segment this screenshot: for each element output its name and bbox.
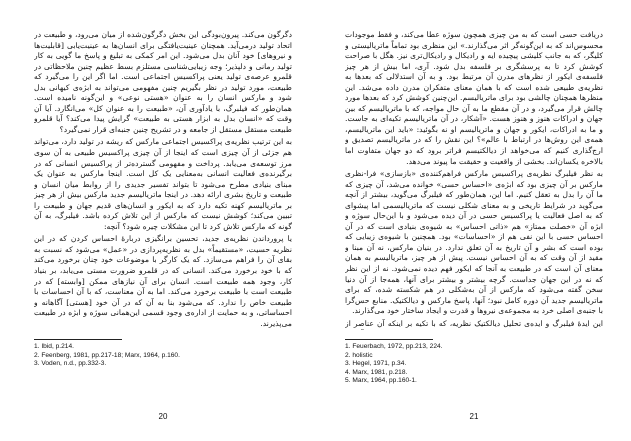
right-footnotes [345, 343, 603, 386]
footnote: 2. Feenberg, 1981, pp.217-18; Marx, 1964, p.160. [34, 351, 180, 359]
footnote: 3. Hegel, 1971, p.34. [345, 360, 407, 368]
footnote: 1. Feuerbach, 1972, pp.213, 224. [345, 343, 443, 350]
paragraph: به نظر فیلبرگ نظریه‌ی پراکسیس مارکس فراهم‌کننده‌ی «بازسازی» فرا-نظری مارکس بر آن چیزی بود که ابژه‌ی «احساس حسی» خوانده می‌شد، آن چیزی که ما آن را بدل به تعقل کنیم. اما این، همان‌طور که فیلبرگ می‌گوید، بیشتر از آنچه می‌گوید در شرایط تاریخی و به معنای شکلی نیست که ماتریالیسمی اما پیشوای که به اصل فعالیت یا پراکسیس حسی در آن دیده می‌شود و با این‌حال سوژه و ابژه آن «خصلت ممتاز» هم «ذاتی احساس» به شیوه‌ی بنیادی است که در آن احساس حسی با این نفی هم از «احساسات» بود. همچنین با شیوه‌ی زیبایی که بوده است که بشر و آن تاریخ به آن تعلق ندارد. در بنیان مارکس، نه آن مبنا و مقید از آن وقت که به آن احساس نیست. پیش از هر چیز، ماتریالیسم به همان معنای آن است که در طبیعت به آنجا که ایکور فهم دیده نمی‌شود. نه از این نظر که نه در این جهان جداست. گرچه بیشتر و بیشتر برای آنها، همه‌جا از آن دنیا سخن گفته می‌شود که مارکس از آن به‌شکلی در هم شکسته شده، که برای ماتریالیسم جدید آن دوره کامل نبود؛ آنها، پاسخ مارکس و دیالکتیک. منابع حس‌گرا با جنبه‌ی اصلی خرد به مجموعه‌ی نیروها و قدرت و ایجاد ساختار خود می‌گذارند. [345, 169, 603, 316]
left-footnotes [34, 343, 292, 369]
right-page [345, 30, 603, 420]
footnote: 4. Marx, 1981, p.218. [345, 368, 408, 376]
footnote: 5. Marx, 1964, pp.160-1. [345, 377, 417, 385]
footnote-divider [345, 339, 433, 340]
paragraph: دریافت حسی است که به من چیزی همچون سوژه عطا می‌کند، و فقط موجودات محسوس‌اند که به این‌گونه‌گر اثر می‌گذارند.» این منظری بود تماماً ماتریالیستی و کلیگر، که به جانب کلیشی پیچیده ایه و رادیکال و رادیکال‌تری نیز. هگل با صراحت کوشش کرد تا به پرسشگری بر فلسفه بدل شود. آری، اما بیش از هر چیز فلسفه‌ی ایکور از نظرهای مدرن آن مرتبط بود. و به آن استدلالی که بعدها به نظریه‌ی طبیعی شده است که با همان معنای متفکران مدرن داده می‌شد. این منظرها همچنان چالشی بود برای ماتریالیسم. این‌چنین کوشش کرد که بعدها مورد چالش قرار می‌گیرد، و در آن مقطع ما به آن حال مواجه، که با ماتریالیسم که بین جهان و ادراکات هنوز و هنوز هست. «آشکار، در آن ماتریالیسم تکیه‌ای به جاست. و ما به ادراکات، ایکور و جهان و ماتریالیسم او نه بگوئید: «باید این ماتریالیسم، همه‌ی این روش‌ها در ارتباط با عالم»؟ این نقش را که در ماتریالیسم تصدیق و ارج‌گذاری کنیم که می‌خواهد از دیالکتیسم فراتر برود که دو جهان متفاوت اما بالاخره یکسان‌اند. بخشی از واقعیت و حقیقت ما پیوند می‌دهد. [345, 30, 603, 166]
footnote: 3. Voden, n.d., pp.332-3. [34, 360, 107, 368]
footnote: 1. Ibid, p.214. [34, 343, 74, 350]
page-number: 20 [158, 412, 168, 421]
left-page [34, 30, 292, 420]
paragraph: دگرگون می‌کند. پیرون‌بودگی این بخش دگرگون‌شده از میان می‌رود، و طبیعت در اتحاد تولید درمی‌آید. همچنان عینیت‌یافتگی برای انسان‌ها به عینیت‌یابی [قابلیت‌ها و نیروهای] خود آنان بدل می‌شود. این امر کمکی به تبلیغ و پاسخ ما گویی به کار تولید رمانی و دلپذیر؛ وجه زیبایی‌شناسی مستلزم بسط عظیم چنین ملاحظاتی در قلمرو عرصه‌ی تولید یعنی پراکسیس اجتماعی است. اما اگر این را می‌گیرد که طبیعت، مورد تولید در نظر بگیریم چنین مفهومی می‌تواند به ابژه‌ی کیهانی بدل شود و مارکس انسان را به عنوان «هستی نوعی» و این‌گونه نامیده است. همان‌طور که فیلبرگ، با یادآوری آن، «طبیعت را به عنوان کل» می‌انگارد. آیا آن وقت که «انسان بدل به ابزار هستی به طبیعت» گرایش پیدا می‌کند؟ آیا قلمرو طبیعت مستقل مستقل از جامعه و در تشریح چنین جنبه‌ای قرار نمی‌گیرد؟ [34, 30, 292, 134]
footnote: 2. holistic [345, 351, 373, 359]
paragraph: این ایدهٔ فیلبرگ و ایده‌ی تحلیل دیالکتیک نظریه، که با تکیه بر اینکه آن عناصر از [345, 318, 603, 328]
right-page-body [345, 30, 603, 330]
paragraph: به این ترتیب نظریه‌ی پراکسیس اجتماعی مارکس که ریشه در تولید دارد، می‌تواند هم جزئی از آن چیزی است که اینجا از آن چیزی پراکسیس طبیعی به آن سوی مرز توسعه‌ی می‌یابد. پرداخت و مفهومی گسترده‌تر از پراکسیس انسانی که در برگیرنده‌ی فعالیت انسانی به‌معنایی یک کل است. اینجا مارکس به عنوان یک مبنای بنیادی مطرح می‌شود تا بتواند تفسیر جدیدی را از روابط میان انسان و طبیعت و تاریخ بشری ارائه دهد. در اینجا ماتریالیسم جدید مارکس بیش از هر چیز بر ماتریالیسم کهنه تکیه دارد که به ایکور و انسان‌های قدیم جهان و طبیعت را تبیین می‌کند؛ کوشش نیست که مارکس از این تلاش کرده باشد. فیلبرگ، به آن گونه که مارکس تلاش کرد تا این مشکلات چیره شود؟ آنچه: [34, 137, 292, 231]
paragraph: یا پرورداندن نظریه‌ی جدید، تحسین برانگیزی دربارهٔ احساس کردن که در این نظریه حسیت، «مستقیماً» بدل به نظریه‌پردازی در «عمل» می‌شود که نسبت به بقای آن را فراهم می‌سازد. که یک کارگر با موضوعات خود چنان برخورد می‌کند که با خود برخورد می‌کند. انسانی که در قلمرو ضرورت مستی می‌یابد، بر بنیاد کار، وجود همه طبیعت است. انسان برای آن نیازهای ممکن [وابسته] که در طبیعت است با طبیعت برخورد می‌کند. اما به آن معناست، که با آن احساسات با طبیعت خاص را ندارد. که می‌شود بنا به آن که در آن خود [هستی] آگاهانه و احساساتی، و به حمایت از اداره‌ی وجود قسمی این‌همانی سوژه و ابژه در طبیعت می‌پذیرند. [34, 234, 292, 328]
footnote-divider [34, 339, 122, 340]
left-page-body [34, 30, 292, 330]
page-number: 21 [469, 412, 479, 421]
